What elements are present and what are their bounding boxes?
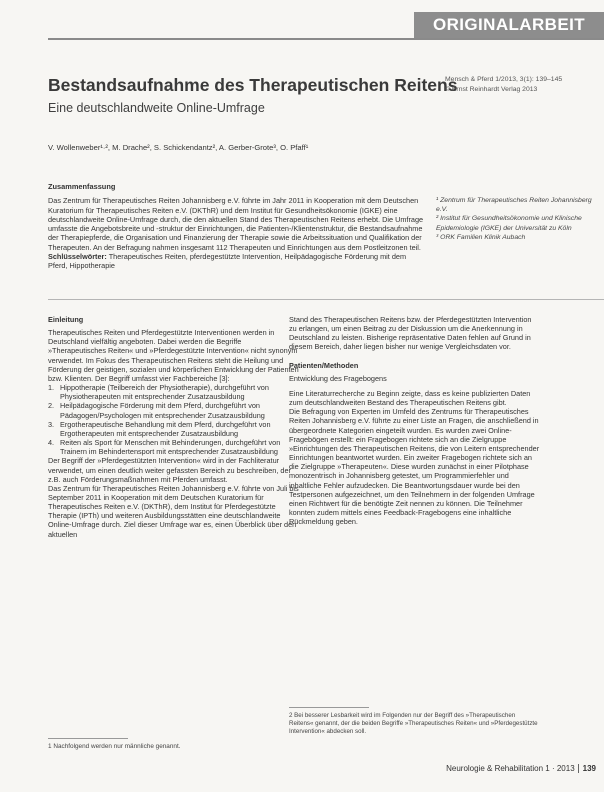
paragraph: Das Zentrum für Therapeutisches Reiten Johannisberg e.V. führte von Juli bis September 2011 in Kooperation mit dem Deutschen Kuratorium für Therapeutisches Reiten e.V. (DKThR), dem Institut für Pferdegestützte Therapie (IPTh) und weiteren Ausbildungsstätten eine deutschlandweite Online-Umfrage durch. Ziel dieser Umfrage war es, einen Überblick über den aktuellen [48, 483, 299, 539]
journal-info [445, 75, 600, 94]
affiliations [436, 196, 600, 242]
footnote-rule [48, 738, 128, 739]
left-column [48, 315, 300, 539]
page-footer [446, 764, 596, 773]
page-number: 139 [578, 764, 596, 773]
heading-einleitung: Einleitung [48, 315, 84, 324]
intro-paragraph: Therapeutisches Reiten und Pferdegestützte Interventionen werden in Deutschland vielfältig angeboten. Dabei werden die Begriffe »Therapeutisches Reiten« und »Pferdegestützte Intervention« nicht synonym verwendet. Im Fokus des Therapeutischen Reitens steht die Heilung und Förderung der geistigen, sozialen und körperlichen Entwicklung der Patienten bzw. Klienten. Der Begriff umfasst vier Fachbereiche [3]: [48, 328, 299, 383]
footer-journal: Neurologie & Rehabilitation 1 · 2013 [446, 764, 575, 773]
section-banner: ORIGINALARBEIT [414, 12, 604, 38]
paragraph: Der Begriff der »Pferdegestützten Intervention« wird in der Fachliteratur verwendet, um einen deutlich weiter gefassten Bereich zu beschreiben, der z.B. auch Förderungsmaßnahmen mit Pferden umfasst. [48, 456, 291, 484]
author-list: V. Wollenweber¹·², M. Drache², S. Schickendantz², A. Gerber-Grote³, O. Pfaff¹ [48, 143, 309, 152]
article-subtitle: Eine deutschlandweite Online-Umfrage [48, 101, 265, 115]
abstract [48, 182, 426, 271]
article-title: Bestandsaufnahme des Therapeutischen Reitens [48, 75, 458, 95]
header-rule [48, 38, 604, 40]
list-item: 3. Ergotherapeutische Behandlung mit dem Pferd, durchgeführt von Ergotherapeuten mit entsprechender Zusatzausbildung [48, 419, 271, 438]
paragraph: Stand des Therapeutischen Reitens bzw. der Pferdegestützten Intervention zu erlangen, um einen Beitrag zu der Diskussion um die Anerkennung in Deutschland zu leisten. Bisherige repräsentative Daten fehlen auf Grund in diesem Bereich, daher liegen bisher nur wenige Vergleichsdaten vor. [289, 315, 532, 352]
section-divider [48, 299, 604, 300]
fachbereich-list [48, 383, 300, 456]
abstract-text: Das Zentrum für Therapeutisches Reiten Johannisberg e.V. führte im Jahr 2011 in Kooperation mit dem Deutschen Kuratorium für Therapeutisches Reiten e.V. (DKThR) und dem Institut für Gesundheitsökonomie (IGKE) eine deutschlandweite Online-Umfrage durch, die den aktuellen Stand des Therapeutischen Reitens erhebt. Die Umfrage umfasste die Angebotsbreite und -struktur der Einrichtungen, die Patienten-/Klientenstruktur, die Bestandsaufnahme der Therapiepferde, die Organisation und Finanzierung der Therapie sowie die Arbeitssituation und Qualifikation der Therapeuten. An der Befragung nahmen insgesamt 112 Therapeuten und Einrichtungen aus dem Postleitzonen teil. [48, 196, 424, 252]
list-item: 4. Reiten als Sport für Menschen mit Behinderungen, durchgeführt von Trainern im Behindertensport mit entsprechender Zusatzausbildung [48, 438, 281, 457]
subheading-fragebogen: Entwicklung des Fragebogens [289, 373, 387, 383]
list-item: 2. Heilpädagogische Förderung mit dem Pferd, durchgeführt von Pädagogen/Psychologen mit entsprechender Zusatzausbildung [48, 401, 265, 420]
keywords [48, 252, 426, 271]
affiliation-1: ¹ Zentrum für Therapeutisches Reiten Johannisberg e.V. [436, 197, 592, 214]
heading-methoden: Patienten/Methoden [289, 360, 359, 370]
keywords-label: Schlüsselwörter: [48, 252, 107, 262]
footnote-2: 2 Bei besserer Lesbarkeit wird im Folgenden nur der Begriff des »Therapeutischen Reitens« genannt, der die beiden Begriffe »Therapeutisches Reiten« und »Pferdegestützte Intervention« abdecken soll. [289, 712, 538, 735]
keywords-text: Therapeutisches Reiten, pferdegestützte Intervention, Heilpädagogische Förderung mit dem Pferd, Hippotherapie [48, 252, 407, 271]
paragraph: Eine Literaturrecherche zu Beginn zeigte, dass es keine publizierten Daten zum deutschlandweiten Bestand des Therapeutischen Reitens gibt. [289, 388, 531, 408]
list-item: 1. Hippotherapie (Teilbereich der Physiotherapie), durchgeführt von Physiotherapeuten mit entsprechender Zusatzausbildung [48, 383, 269, 402]
footnote-1: 1 Nachfolgend werden nur männliche genannt. [48, 743, 181, 750]
affiliation-2: ² Institut für Gesundheitsökonomie und Klinische Epidemiologie (IGKE) der Universität zu Köln [436, 215, 582, 232]
abstract-heading: Zusammenfassung [48, 182, 116, 191]
footnote-rule [289, 707, 369, 708]
right-column [289, 315, 541, 526]
journal-copyright: © Ernst Reinhardt Verlag 2013 [445, 85, 538, 93]
paragraph: Die Befragung von Experten im Umfeld des Zentrums für Therapeutisches Reiten Johannisberg e.V. führte zu einer Liste an Fragen, die anschließend in übergeordnete Kategorien eingeteilt wurden. Es wurden zwei Online-Fragebögen erstellt: ein Fragebogen richtete sich an die Zielgruppe »Einrichtungen des Therapeutischen Reitens, die von Leitern entsprechender Einrichtungen beantwortet wurden. Ein zweiter Fragebogen richtete sich an die Zielgruppe »Therapeuten«. Diese wurden zunächst in einer Pilotphase monozentrisch in Johannisberg getestet, um Programmierfehler und inhaltliche Fehler aufzudecken. Die Beantwortungsdauer wurde bei den Testpersonen aufgezeichnet, um den Teilnehmern in der folgenden Umfrage einen Richtwert für die benötigte Zeit nennen zu können. Die Teilnehmer konnten zudem mittels eines Feedback-Fragebogens eine inhaltliche Rückmeldung geben. [289, 407, 540, 527]
journal-citation: Mensch & Pferd 1/2013, 3(1): 139–145 [445, 76, 563, 83]
affiliation-3: ³ ORK Familien Klinik Aubach [436, 233, 526, 241]
